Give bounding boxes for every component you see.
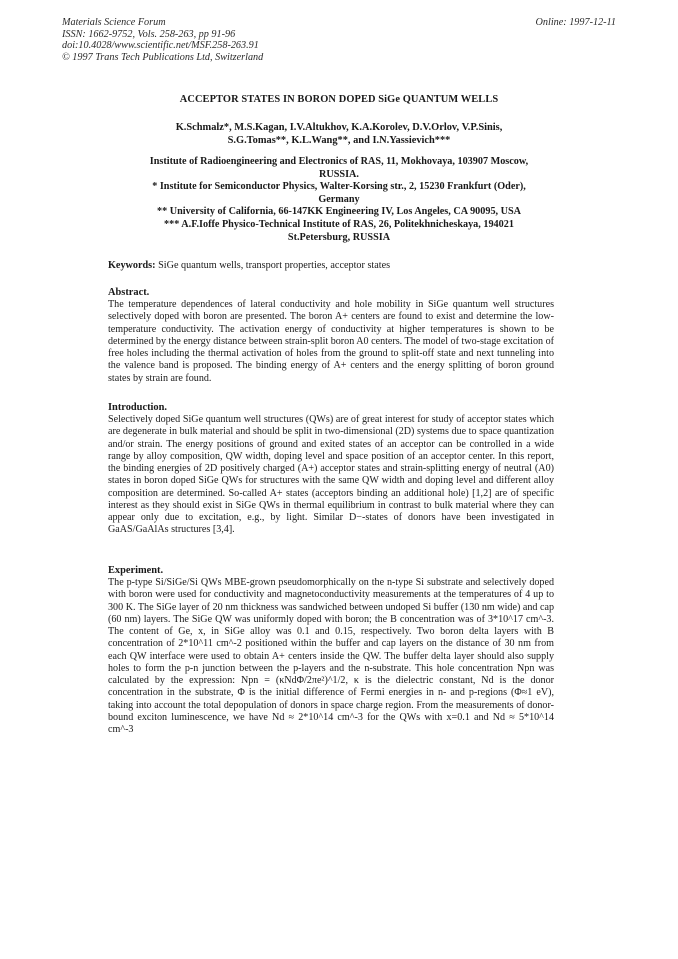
experiment-section: [108, 565, 554, 736]
affiliation-line: RUSSIA.: [319, 168, 359, 180]
affiliation-line: * Institute for Semiconductor Physics, Walter-Korsing str., 2, 15230 Frankfurt (Oder),: [152, 181, 526, 193]
affiliation-line: Institute of Radioengineering and Electronics of RAS, 11, Mokhovaya, 103907 Moscow,: [149, 156, 529, 167]
abstract-text: The temperature dependences of lateral conductivity and hole mobility in SiGe quantum well structures selectively doped with boron are presented. The boron A+ centers are found to exist and determine the low-temperature conductivity. The activation energy of conductivity at higher temperatures is shown to be determined by the energy distance between strain-split boron A0 centers. The model of two-stage excitation of free holes including the thermal activation of holes from the ground to split-off state and next tunneling into the valence band is proposed. The binding energy of A+ centers and the energy splitting of boron ground states by strain are found.: [108, 299, 554, 384]
affiliation-line: Germany: [318, 193, 360, 205]
affiliation-line: *** A.F.Ioffe Physico-Technical Institute of RAS, 26, Politekhnicheskaya, 194021: [164, 218, 514, 230]
keywords-text: SiGe quantum wells, transport properties, acceptor states: [155, 260, 391, 271]
keywords: [108, 260, 390, 271]
journal-doi[interactable]: doi:10.4028/www.scientific.net/MSF.258-263.91: [62, 40, 259, 52]
journal-copyright: © 1997 Trans Tech Publications Ltd, Switzerland: [62, 51, 264, 63]
online-date: Online: 1997-12-11: [535, 17, 616, 28]
affiliation-line: ** University of California, 66-147KK Engineering IV, Los Angeles, CA 90095, USA: [156, 206, 522, 218]
journal-header: [62, 17, 263, 63]
keywords-label: Keywords:: [108, 260, 156, 271]
experiment-heading: Experiment.: [108, 565, 164, 576]
journal-name: Materials Science Forum: [62, 17, 166, 28]
author-line-2: S.G.Tomas**, K.L.Wang**, and I.N.Yassievich***: [227, 135, 451, 146]
affiliations: [80, 156, 598, 244]
paper-title: ACCEPTOR STATES IN BORON DOPED SiGe QUANTUM WELLS: [179, 94, 499, 105]
journal-issn: ISSN: 1662-9752, Vols. 258-263, pp 91-96: [62, 28, 236, 40]
abstract-heading: Abstract.: [108, 287, 150, 298]
author-list: [80, 121, 598, 147]
affiliation-line: St.Petersburg, RUSSIA: [287, 231, 391, 243]
introduction-section: [108, 402, 554, 537]
introduction-text: Selectively doped SiGe quantum well structures (QWs) are of great interest for study of acceptor states which are degenerate in bulk material and should be split in two-dimensional (2D) systems due to space quantization and/or strain. The energy positions of ground and exited states of an acceptor can be controlled in a wide range by alloy composition, QW width, doping level and space position of an acceptor center. In this report, the binding energies of 2D positively charged (A+) acceptor states and strain-splitting energy of neutral (A0) states in boron doped SiGe QWs for structures with the same QW width and doping level and different alloy composition are determined. So-called A+ states (acceptors binding an additional hole) [1,2] are of specific interest as they should exist in SiGe QWs in thermal equilibrium in contrast to bulk material where they can appear only due to excitation, e.g., by light. Similar D−-states of donors have been investigated in GaAS/GaAlAs structures [3,4].: [108, 414, 554, 536]
abstract-section: [108, 287, 554, 385]
author-line-1: K.Schmalz*, M.S.Kagan, I.V.Altukhov, K.A.Korolev, D.V.Orlov, V.P.Sinis,: [175, 122, 503, 133]
experiment-text: The p-type Si/SiGe/Si QWs MBE-grown pseudomorphically on the n-type Si substrate and selectively doped with boron were used for conductivity and magnetoconductivity measurements at the temperatures of 4 up to 300 K. The SiGe layer of 20 nm thickness was sandwiched between undoped Si buffer (130 nm wide) and cap (60 nm) layers. The SiGe QW was uniformly doped with boron; the B concentration was of 3*10^17 cm^-3. The content of Ge, x, in SiGe alloy was 0.1 and 0.15, respectively. Two boron delta layers with B concentration of 2*10^11 cm^-2 positioned within the buffer and cap layers on the distance of 30 nm from each QW interface were used to obtain A+ centers inside the QW. The buffer delta layer should also supply holes to form the p-n junction between the p-layers and the n-substrate. This hole concentration Npn was calculated by the expression: Npn = (κNdΦ/2πe²)^1/2, κ is the dielectric constant, Nd is the donor concentration in the substrate, Φ is the initial difference of Fermi energies in n- and p-regions (Φ≈1 eV), taking into account the total depopulation of donors in space charge region. From the measurements of donor-bound exciton luminescence, we have Nd ≈ 2*10^14 cm^-3 for the QWs with x=0.1 and Nd ≈ 5*10^14 cm^-3: [108, 577, 554, 735]
introduction-heading: Introduction.: [108, 402, 167, 413]
